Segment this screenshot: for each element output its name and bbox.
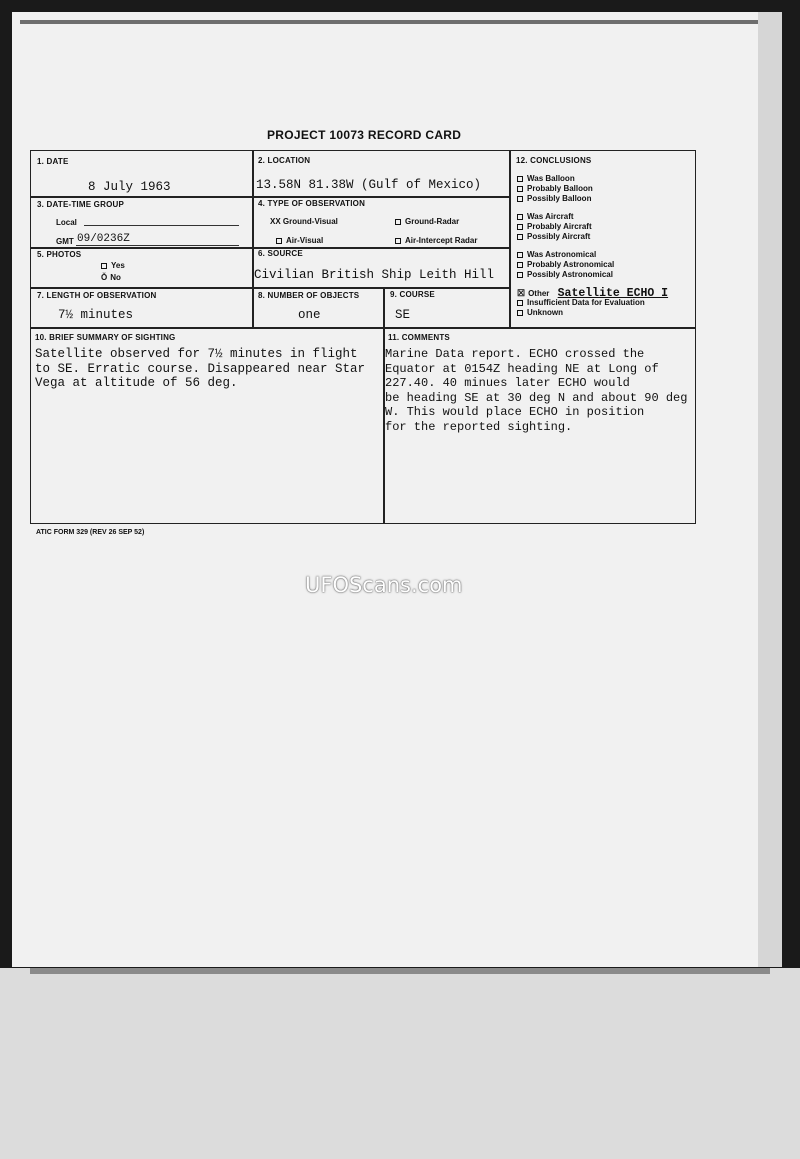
divider-v-objects-course: [383, 287, 385, 328]
conclusion-probably-aircraft: [517, 222, 592, 231]
conclusion-text: Probably Balloon: [527, 184, 593, 193]
dtg-label: 3. DATE-TIME GROUP: [37, 200, 125, 209]
num-objects-value: one: [298, 308, 321, 322]
conclusion-text: Was Balloon: [527, 174, 575, 183]
checkbox-icon: [517, 300, 523, 306]
location-value: 13.58N 81.38W (Gulf of Mexico): [256, 178, 482, 192]
divider-h-row3: [31, 287, 509, 289]
num-objects-label: 8. NUMBER OF OBJECTS: [258, 291, 360, 300]
summary-text: Satellite observed for 7½ minutes in flight to SE. Erratic course. Disappeared near Star Vega at altitude of 56 deg.: [35, 347, 366, 390]
conclusion-probably-balloon: [517, 184, 593, 193]
ground-radar-text: Ground-Radar: [405, 217, 460, 226]
checkbox-icon: [517, 272, 523, 278]
other-checked-mark: ☒: [517, 288, 526, 298]
conclusion-possibly-aircraft: [517, 232, 590, 241]
conclusion-text: Possibly Balloon: [527, 194, 592, 203]
summary-label: 10. BRIEF SUMMARY OF SIGHTING: [35, 333, 176, 342]
checkbox-icon: [395, 219, 401, 225]
conclusion-text: Possibly Aircraft: [527, 232, 591, 241]
page-top-edge: [20, 20, 760, 24]
divider-v-conclusions: [509, 151, 511, 328]
checkbox-icon: [517, 224, 523, 230]
photos-no-check-mark: Ŏ: [101, 273, 108, 282]
checkbox-icon: [517, 234, 523, 240]
conclusion-text: Insufficient Data for Evaluation: [527, 298, 645, 307]
location-label: 2. LOCATION: [258, 156, 311, 165]
dtg-local-label: Local: [56, 218, 77, 227]
lower-sheet: [0, 968, 800, 1159]
dtg-local-line: [84, 225, 239, 226]
air-intercept-text: Air-Intercept Radar: [405, 236, 478, 245]
conclusion-text: Was Aircraft: [527, 212, 574, 221]
divider-v-date-location: [252, 151, 254, 328]
divider-h-row1: [31, 196, 509, 198]
conclusion-text: Probably Astronomical: [527, 260, 615, 269]
course-value: SE: [395, 308, 411, 322]
conclusion-probably-astronomical: [517, 260, 614, 269]
photos-no-text: No: [110, 273, 121, 282]
comments-text: Marine Data report. ECHO crossed the Equator at 0154Z heading NE at Long of 227.40. 40 minues later ECHO would be heading SE at 30 deg N and about 90 deg W. This would place ECHO in position for the reported sighting.: [385, 347, 688, 434]
conclusion-text: Unknown: [527, 308, 563, 317]
source-value: Civilian British Ship Leith Hill: [254, 268, 495, 282]
course-label: 9. COURSE: [390, 290, 435, 299]
checkbox-icon: [395, 238, 401, 244]
type-obs-label: 4. TYPE OF OBSERVATION: [258, 199, 366, 208]
checkbox-icon: [276, 238, 282, 244]
source-label: 6. SOURCE: [258, 249, 303, 258]
length-label: 7. LENGTH OF OBSERVATION: [37, 291, 157, 300]
air-visual-text: Air-Visual: [286, 236, 324, 245]
checkbox-icon: [101, 263, 107, 269]
divider-h-row4: [31, 327, 695, 329]
other-label: Other: [528, 289, 550, 298]
card-title: PROJECT 10073 RECORD CARD: [267, 128, 462, 142]
checkbox-icon: [517, 186, 523, 192]
photos-yes-text: Yes: [111, 261, 125, 270]
checkbox-icon: [517, 252, 523, 258]
conclusion-possibly-balloon: [517, 194, 591, 203]
conclusion-text: Was Astronomical: [527, 250, 597, 259]
length-value: 7½ minutes: [58, 308, 134, 322]
form-footer: ATIC FORM 329 (REV 26 SEP 52): [36, 529, 145, 536]
other-value: Satellite ECHO I: [557, 287, 669, 300]
watermark: UFOScans.com: [305, 573, 463, 597]
comments-label: 11. COMMENTS: [388, 333, 450, 342]
checkbox-icon: [517, 310, 523, 316]
checkbox-icon: [517, 214, 523, 220]
checkbox-icon: [517, 176, 523, 182]
photos-no-option: [101, 273, 121, 282]
photos-yes-option: [101, 261, 125, 270]
conclusions-label: 12. CONCLUSIONS: [516, 156, 592, 165]
photos-label: 5. PHOTOS: [37, 250, 82, 259]
page-right-edge: [758, 12, 782, 967]
date-value: 8 July 1963: [88, 180, 171, 194]
dtg-gmt-value: 09/0236Z: [77, 233, 130, 245]
conclusion-insufficient: [517, 298, 645, 307]
air-intercept-option: [395, 236, 477, 245]
dtg-gmt-label: GMT: [56, 237, 74, 246]
lower-sheet-edge: [30, 968, 770, 974]
date-label: 1. DATE: [37, 157, 69, 166]
air-visual-option: [276, 236, 323, 245]
ground-visual-option: XX Ground-Visual: [270, 217, 338, 226]
conclusion-was-aircraft: [517, 212, 574, 221]
conclusion-was-balloon: [517, 174, 575, 183]
ground-radar-option: [395, 217, 459, 226]
checkbox-icon: [517, 262, 523, 268]
dtg-gmt-line: [76, 245, 239, 246]
checkbox-icon: [517, 196, 523, 202]
conclusion-unknown: [517, 308, 563, 317]
conclusion-text: Possibly Astronomical: [527, 270, 613, 279]
conclusion-possibly-astronomical: [517, 270, 613, 279]
conclusion-text: Probably Aircraft: [527, 222, 592, 231]
conclusion-was-astronomical: [517, 250, 596, 259]
